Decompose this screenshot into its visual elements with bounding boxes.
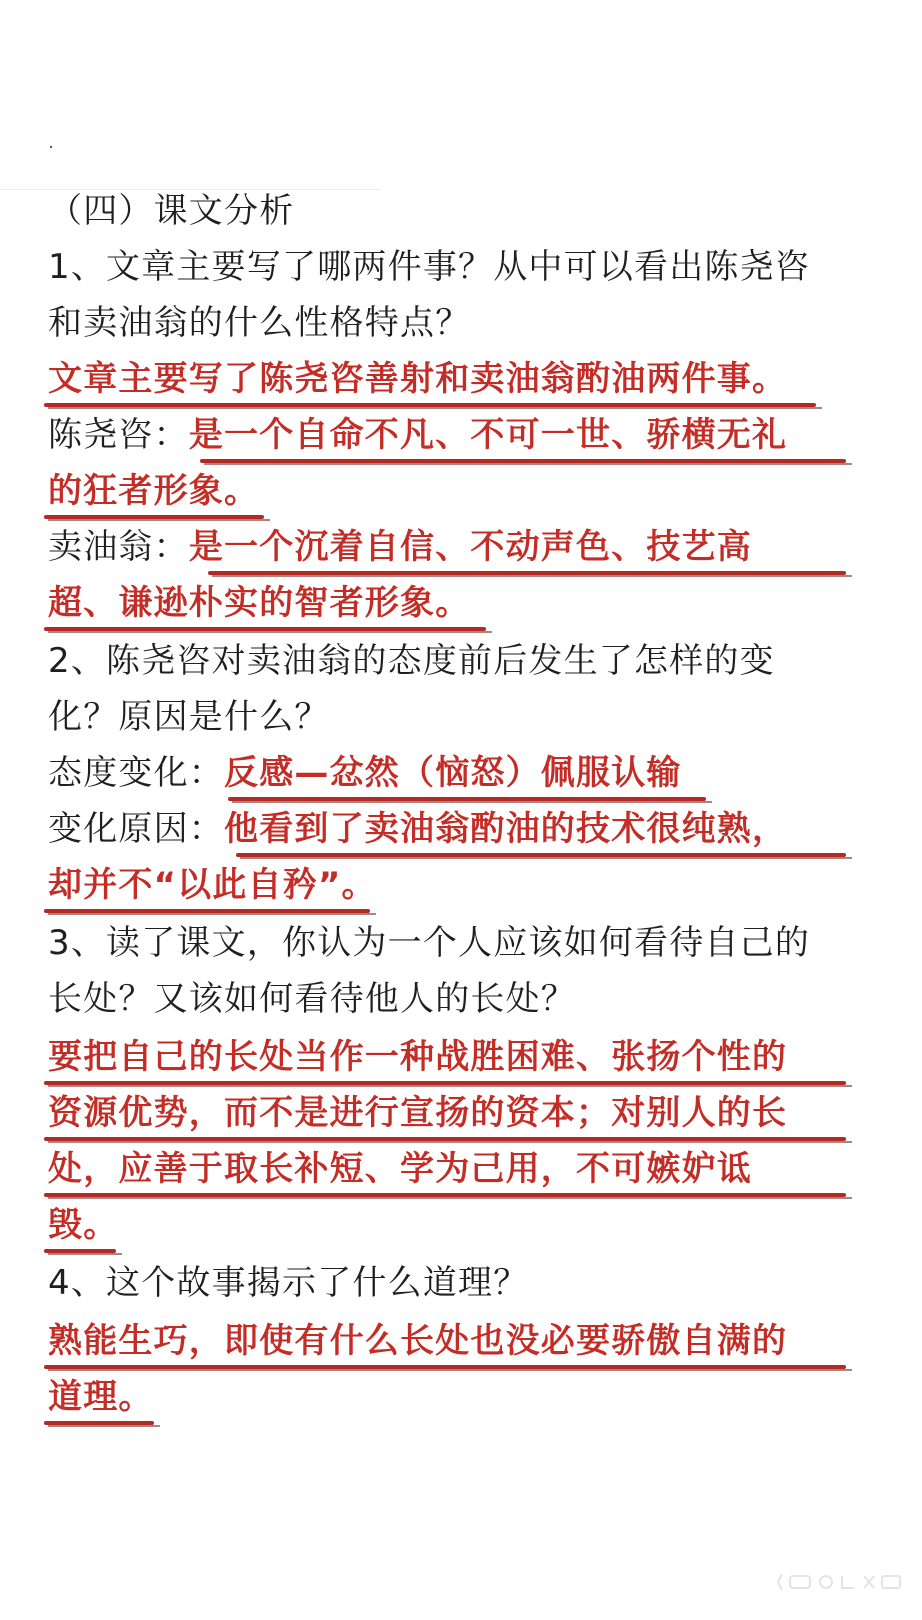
underline	[44, 1421, 154, 1425]
q4-answer-line-2: 道理。	[48, 1377, 154, 1417]
weng-label: 卖油翁：	[48, 527, 189, 567]
q3-question-line-1: 3、读了课文，你认为一个人应该如何看待自己的	[48, 923, 811, 963]
q1-answer-events: 文章主要写了陈尧咨善射和卖油翁酌油两件事。	[48, 359, 788, 399]
reason-label: 变化原因：	[48, 809, 224, 849]
q1-chen-line	[48, 406, 787, 464]
underline	[44, 627, 486, 631]
underline	[44, 1365, 846, 1369]
underline	[44, 1249, 116, 1253]
chen-label: 陈尧咨：	[48, 415, 189, 455]
q1-weng-line	[48, 518, 752, 576]
q2-reason-line	[48, 800, 787, 858]
q1-question-line-2: 和卖油翁的什么性格特点？	[48, 303, 471, 343]
q1-question-line-1: 1、文章主要写了哪两件事？从中可以看出陈尧咨	[48, 247, 811, 287]
q2-attitude-line	[48, 744, 682, 802]
underline	[44, 909, 370, 913]
q3-answer-line-3: 处，应善于取长补短、学为己用，不可嫉妒诋	[48, 1149, 752, 1189]
q3-answer-line-2: 资源优势，而不是进行宣扬的资本；对别人的长	[48, 1093, 788, 1133]
q4-answer-line-1: 熟能生巧，即使有什么长处也没必要骄傲自满的	[48, 1321, 788, 1361]
watermark-logo	[776, 1570, 908, 1594]
q2-question-line-1: 2、陈尧咨对卖油翁的态度前后发生了怎样的变	[48, 641, 775, 681]
q2-question-line-2: 化？原因是什么？	[48, 697, 330, 737]
chen-answer-line-2: 的狂者形象。	[48, 471, 260, 511]
chen-answer-line-1: 是一个自命不凡、不可一世、骄横无礼	[188, 415, 788, 455]
q4-question: 4、这个故事揭示了什么道理？	[48, 1263, 529, 1303]
stray-dot	[50, 146, 52, 148]
reason-answer-line-2: 却并不“以此自矜”。	[48, 865, 377, 905]
section-title: （四）课文分析	[48, 191, 295, 231]
underline	[200, 459, 846, 463]
q3-question-line-2: 长处？又该如何看待他人的长处？	[48, 979, 576, 1019]
reason-answer-line-1: 他看到了卖油翁酌油的技术很纯熟，	[224, 809, 788, 849]
weng-answer-line-2: 超、谦逊朴实的智者形象。	[48, 583, 471, 623]
attitude-label: 态度变化：	[48, 753, 224, 793]
attitude-answer: 反感—忿然（恼怒）佩服认输	[224, 753, 682, 793]
weng-answer-line-1: 是一个沉着自信、不动声色、技艺高	[188, 527, 753, 567]
q3-answer-line-4: 毁。	[48, 1205, 119, 1245]
underline	[44, 1193, 846, 1197]
q3-answer-line-1: 要把自己的长处当作一种战胜困难、张扬个性的	[48, 1037, 788, 1077]
